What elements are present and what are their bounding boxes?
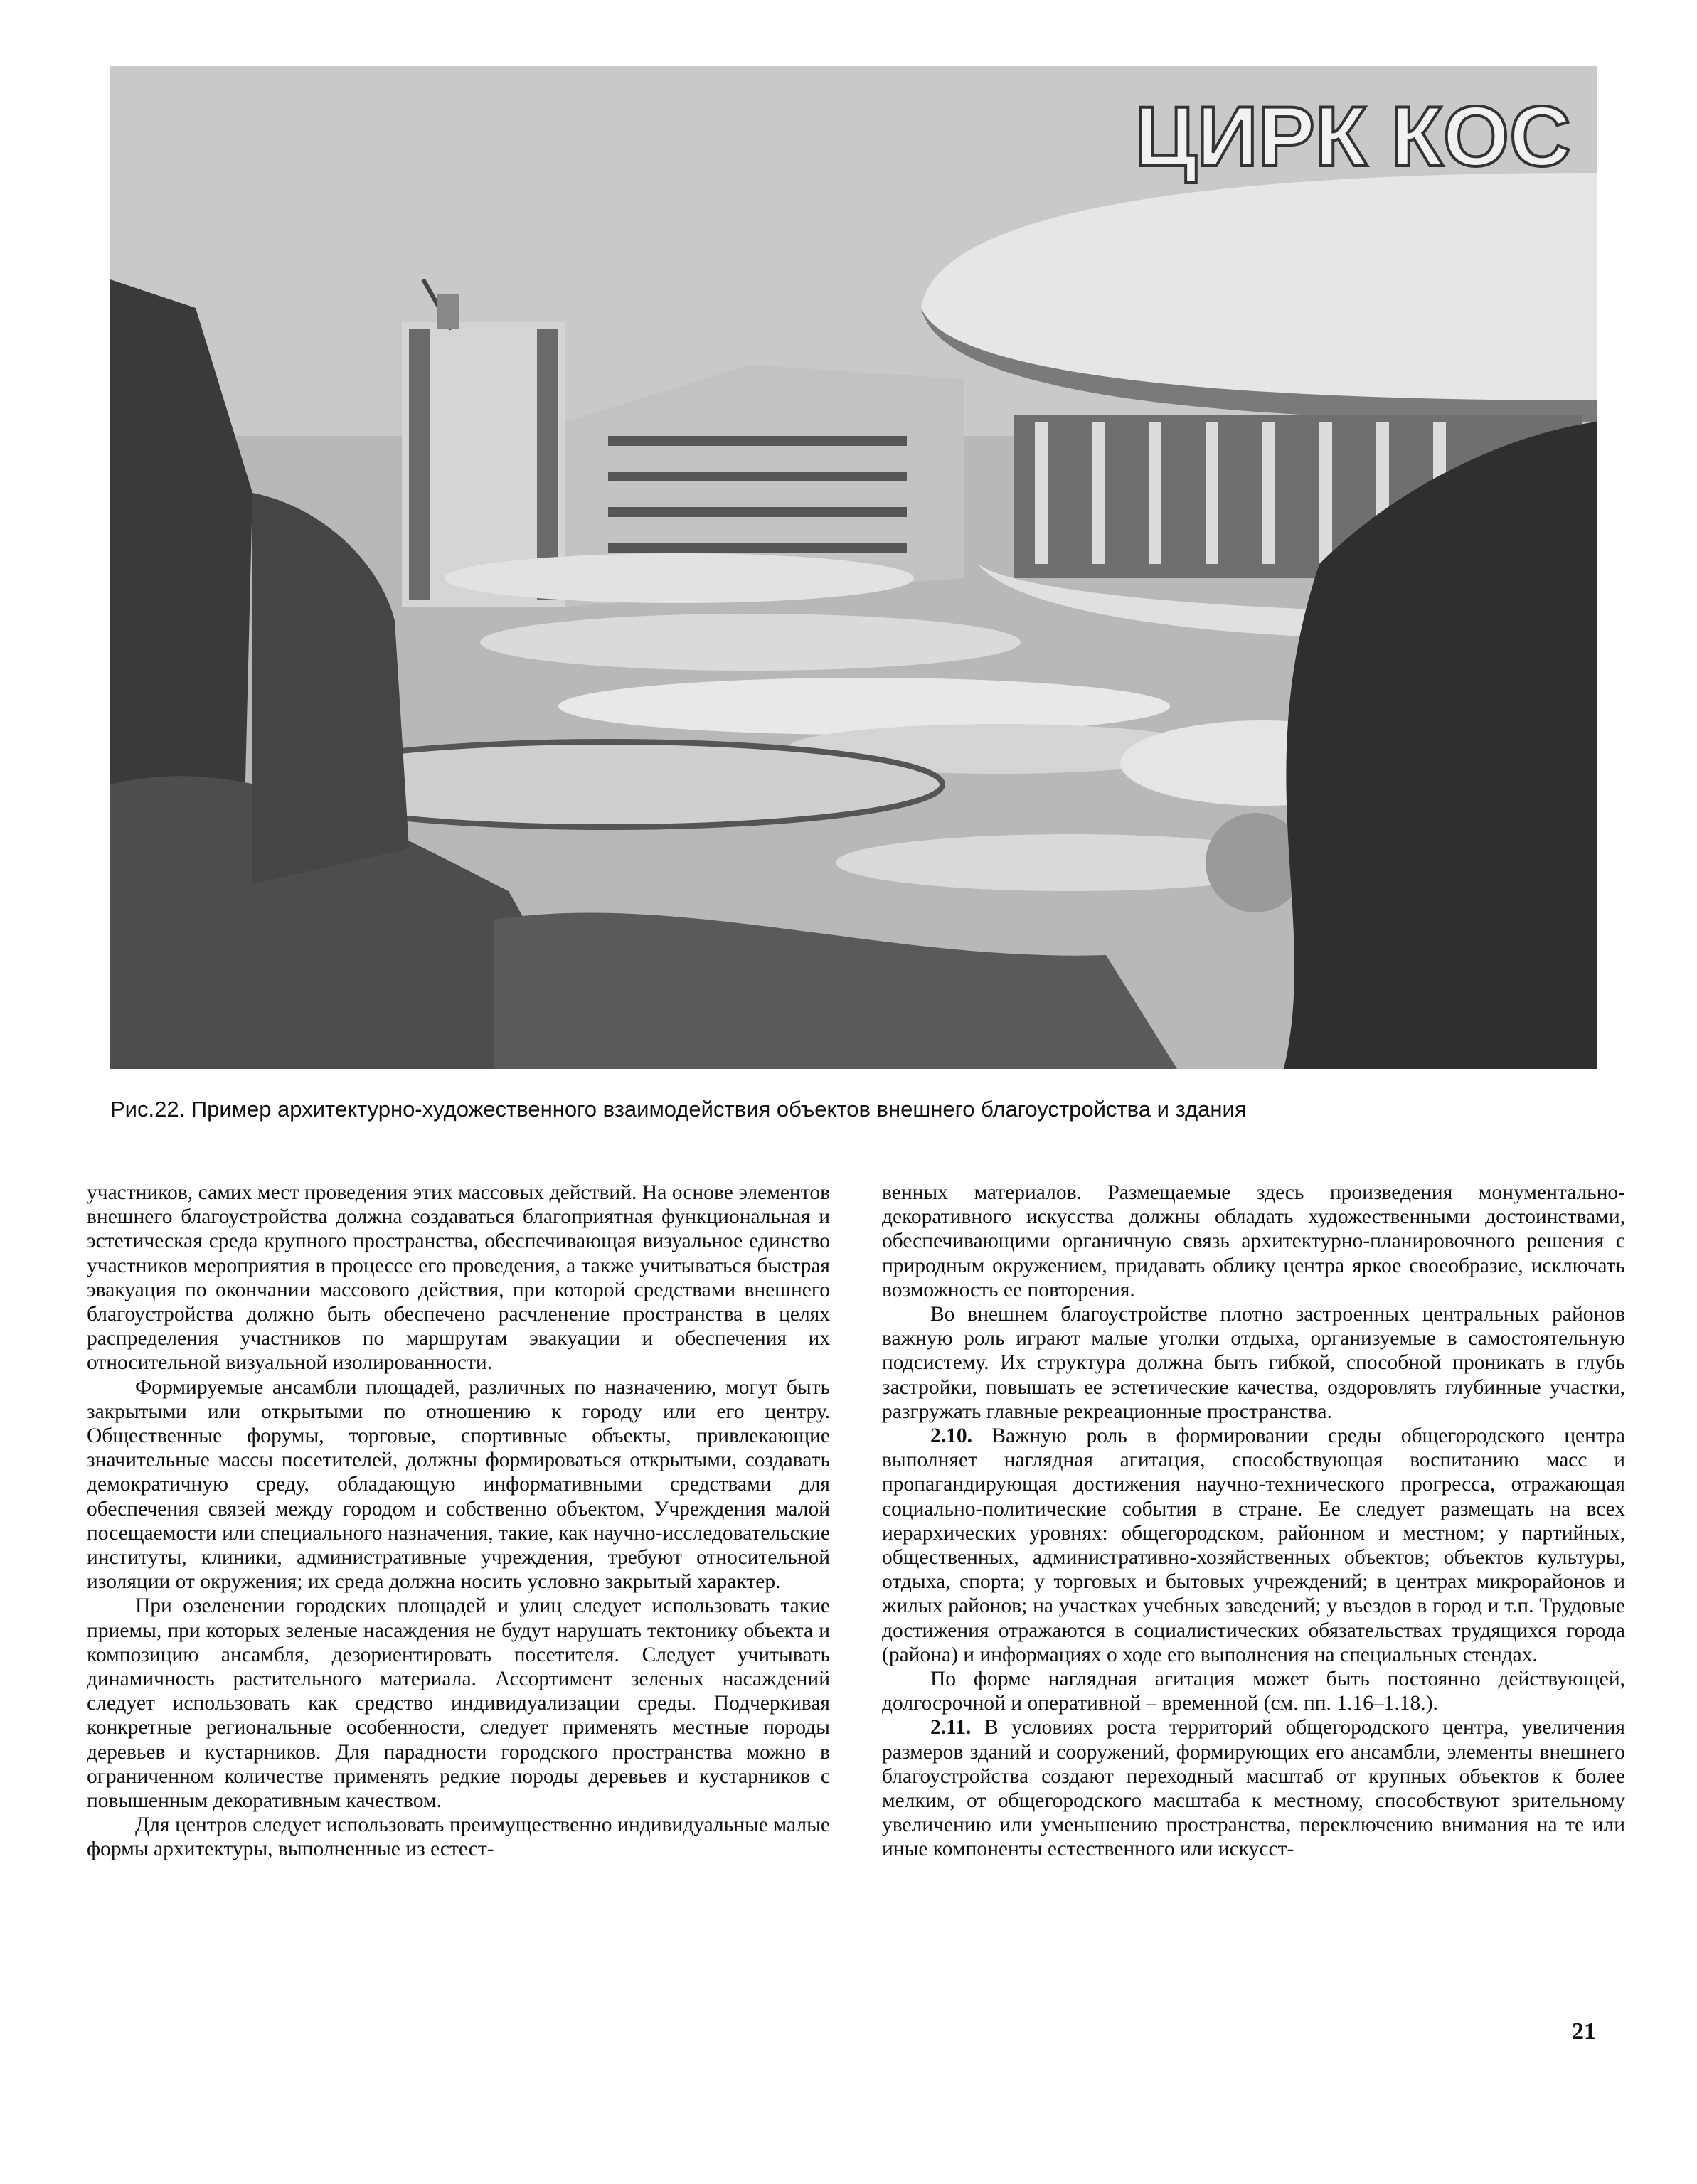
- figure-photo: [110, 66, 1597, 1069]
- right-column: [882, 1181, 1625, 1862]
- paragraph: По форме наглядная агитация может быть постоянно действующей, долгосрочной и оперативной – временной (см. пп. 1.16–1.18.).: [882, 1668, 1625, 1715]
- paragraph: Формируемые ансамбли площадей, различных по назначению, могут быть закрытыми или открытыми по отношению к городу или его центру. Общественные форумы, торговые, спортивные объекты, привлекающие значительные массы посетителей, должны формироваться открытыми, создавать демократичную среду, обладающую информативными средствами для обеспечения связей между городом и собственно объектом, Учреждения малой посещаемости или специального назначения, такие, как научно-исследовательские институты, клиники, административные учреждения, требуют относительной изоляции от окружения; их среда должна носить условно закрытый характер.: [87, 1375, 830, 1594]
- page-number: 21: [1572, 2018, 1596, 2045]
- section-2-10: [882, 1424, 1625, 1667]
- section-number: 2.10.: [930, 1424, 972, 1448]
- figure-caption: Рис.22. Пример архитектурно-художественного взаимодействия объектов внешнего благоустройства и здания: [110, 1097, 1247, 1122]
- section-number: 2.11.: [930, 1716, 972, 1740]
- left-column: [87, 1181, 830, 1862]
- paragraph: Во внешнем благоустройстве плотно застроенных центральных районов важную роль играют малые уголки отдыха, организуемые в самостоятельную подсистему. Их структура должна быть гибкой, способной проникать в глубь застройки, повышать ее эстетические качества, оздоровлять глубинные участки, разгружать главные рекреационные пространства.: [882, 1303, 1625, 1423]
- paragraph: Для центров следует использовать преимущественно индивидуальные малые формы архитектуры, выполненные из естест-: [87, 1813, 830, 1861]
- section-text: В условиях роста территорий общегородского центра, увеличения размеров зданий и сооружений, формирующих его ансамбли, элементы внешнего благоустройства создают переходный масштаб от крупных объектов к более мелким, от общегородского масштаба к местному, способствуют зрительному увеличению или уменьшению пространства, переключению внимания на те или иные компоненты естественного или искусст-: [882, 1716, 1625, 1861]
- paragraph: венных материалов. Размещаемые здесь произведения монументально-декоративного искусства должны обладать художественными достоинствами, обеспечивающими органичную связь архитектурно-планировочного решения с природным окружением, придавать облику центра яркое своеобразие, исключать возможность ее повторения.: [882, 1181, 1625, 1301]
- paragraph: участников, самих мест проведения этих массовых действий. На основе элементов внешнего благоустройства должна создаваться благоприятная функциональная и эстетическая среда крупного пространства, обеспечивающая визуальное единство участников мероприятия в процессе его проведения, а также учитываться быстрая эвакуация по окончании массового действия, при которой средствами внешнего благоустройства должно быть обеспечено расчленение пространства в целях распределения участников по маршрутам эвакуации и обеспечения их относительной визуальной изолированности.: [87, 1181, 830, 1375]
- circus-building-photo: [110, 66, 1597, 1069]
- paragraph: При озеленении городских площадей и улиц следует использовать такие приемы, при которых зеленые насаждения не будут нарушать тектонику объекта и композицию ансамбля, дезориентировать посетителя. Следует учитывать динамичность растительного материала. Ассортимент зеленых насаждений следует использовать как средство индивидуализации среды. Подчеркивая конкретные региональные особенности, следует применять местные породы деревьев и кустарников. Для парадности городского пространства можно в ограниченном количестве применять редкие породы деревьев и кустарников с повышенным декоративным качеством.: [87, 1594, 830, 1813]
- section-text: Важную роль в формировании среды общегородского центра выполняет наглядная агитация, способствующая воспитанию масс и пропагандирующая достижения научно-технического прогресса, отражающая социально-политические события в стране. Ее следует размещать на всех иерархических уровнях: общегородском, районном и местном; у партийных, общественных, административно-хозяйственных объектов; объектов культуры, отдыха, спорта; у торговых и бытовых учреждений; в центрах микрорайонов и жилых районов; на участках учебных заведений; у въездов в город и т.п. Трудовые достижения отражаются в социалистических обязательствах трудящихся города (района) и информациях о ходе его выполнения на специальных стендах.: [882, 1424, 1625, 1666]
- tower-building: [402, 279, 565, 607]
- section-2-11: [882, 1715, 1625, 1861]
- circus-sign: ЦИРК КОС: [1134, 89, 1571, 184]
